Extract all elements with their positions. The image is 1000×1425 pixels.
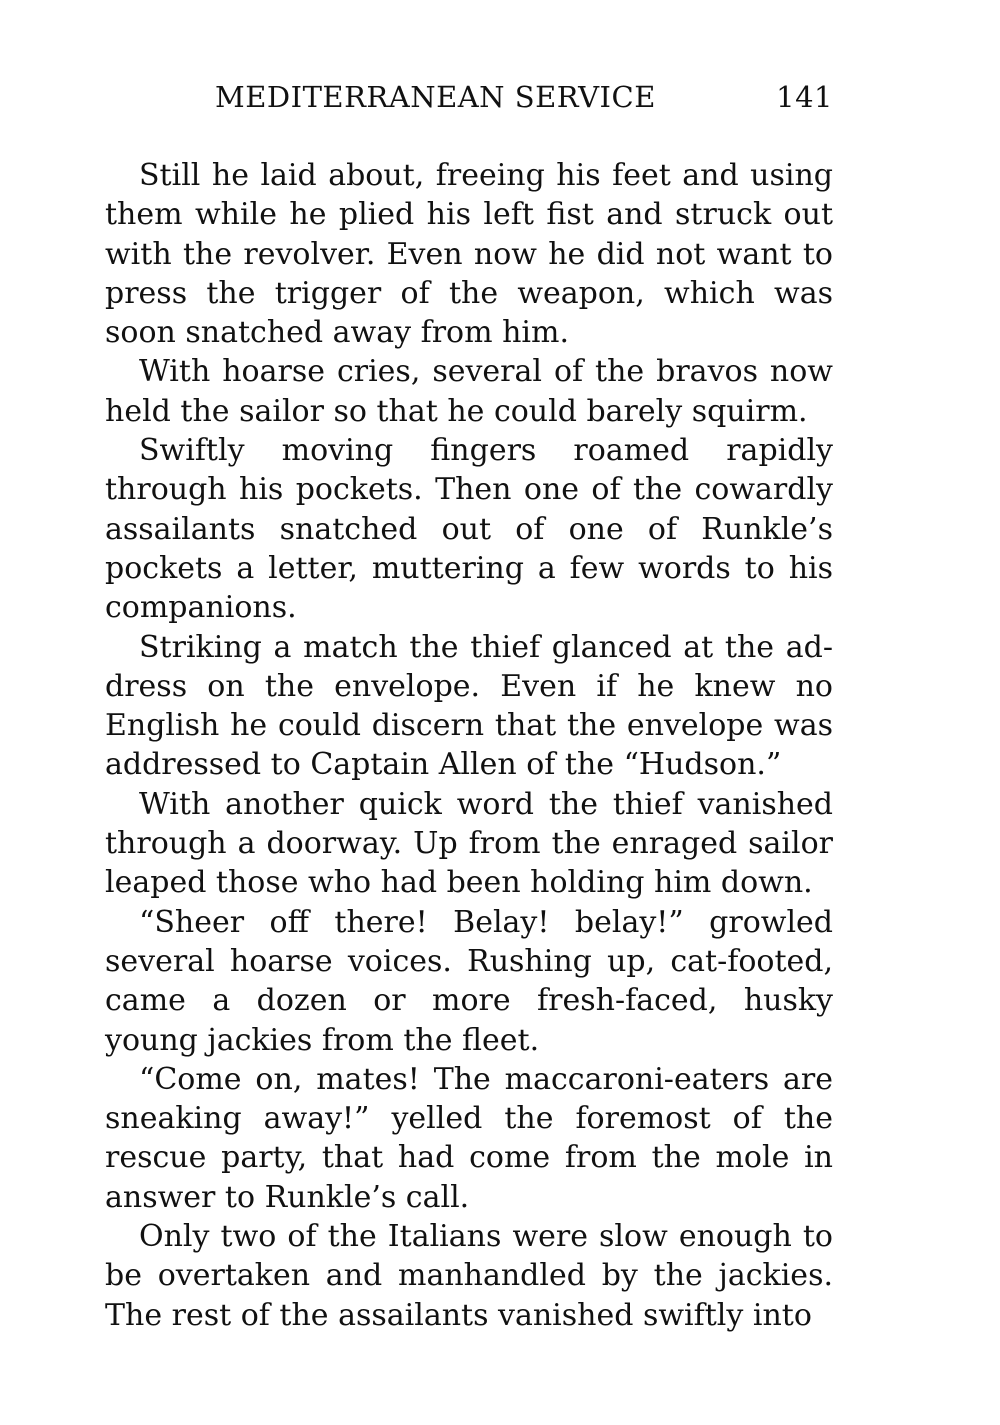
paragraph: Striking a match the thief glanced at the address on the envelope. Even if he knew no English he could discern that the envelope was addressed to Captain Allen of the “Hudson.” xyxy=(105,629,833,783)
paragraph: Only two of the Italians were slow enough to be overtaken and manhandled by the jackies. The rest of the assailants vanished swiftly into xyxy=(105,1219,833,1333)
running-head xyxy=(105,80,833,122)
paragraph: With hoarse cries, several of the bravos now held the sailor so that he could barely squirm. xyxy=(105,354,833,429)
paragraph: Swiftly moving fingers roamed rapidly through his pockets. Then one of the cowardly assailants snatched out of one of Runkle’s pockets a letter, muttering a few words to his companions. xyxy=(105,433,833,626)
page-number: 141 xyxy=(776,80,833,114)
chapter-title: MEDITERRANEAN SERVICE xyxy=(215,80,656,114)
paragraph: “Come on, mates! The maccaroni-eaters are sneaking away!” yelled the foremost of the rescue party, that had come from the mole in answer to Runkle’s call. xyxy=(105,1061,833,1215)
paragraph: Still he laid about, freeing his feet and using them while he plied his left fist and struck out with the revolver. Even now he did not want to press the trigger of the weapon, which was soon snatched away from him. xyxy=(105,158,833,351)
paragraph: With another quick word the thief vanished through a doorway. Up from the enraged sailor leaped those who had been holding him down. xyxy=(105,786,833,901)
body-text xyxy=(105,156,833,1335)
paragraph: “Sheer off there! Belay! belay!” growled several hoarse voices. Rushing up, cat-footed, came a dozen or more fresh-faced, husky young jackies from the fleet. xyxy=(105,904,833,1058)
